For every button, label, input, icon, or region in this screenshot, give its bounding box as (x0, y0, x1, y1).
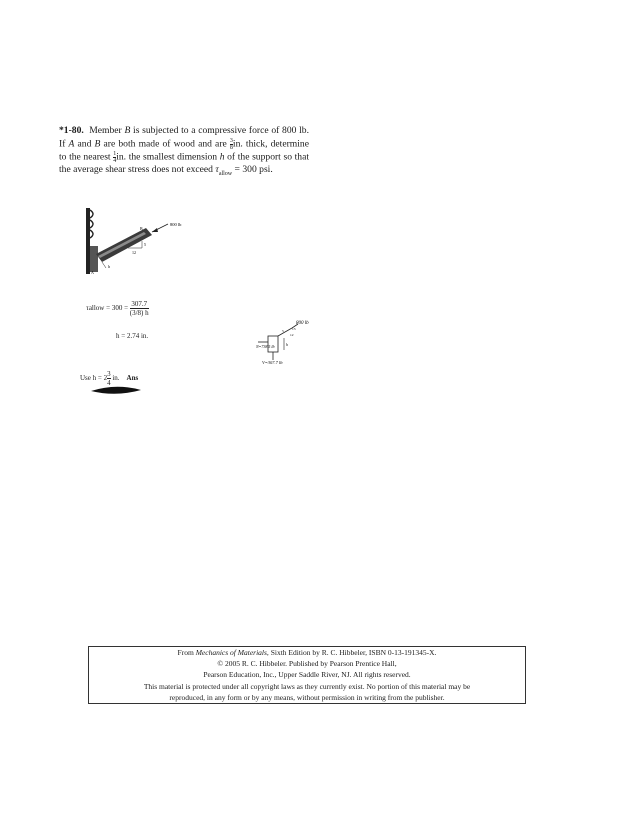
fbd-force-label: 800 lb (296, 321, 309, 326)
free-body-diagram (256, 316, 310, 366)
h-result: h = 2.74 in. (116, 332, 149, 340)
thickness-denominator: 8 (229, 144, 233, 151)
fbd-n-label: N=738.5 lb (256, 344, 275, 349)
label-a: A (91, 270, 94, 275)
problem-text-2: is subjected to a compressive force of 800 lb. If (59, 125, 309, 150)
problem-text-8: = 300 psi. (232, 164, 273, 176)
footer-line-3: Pearson Education, Inc., Upper Saddle River, NJ. All rights reserved. (203, 670, 411, 680)
allow-subscript: allow (218, 171, 233, 178)
answer-swoosh (90, 385, 142, 397)
problem-text-4: are both made of wood and are (100, 138, 230, 150)
dimension-h-line (102, 262, 106, 268)
shear-equation (86, 300, 149, 317)
wall-hatching (90, 210, 93, 238)
support-figure (84, 202, 194, 276)
footer-line-1 (89, 647, 525, 658)
answer-prefix: Use h = 2 (80, 374, 108, 383)
footer-edition: Sixth Edition by R. C. Hibbeler, ISBN 0-13-191345-X. (268, 648, 437, 657)
fbd-h-label: h (286, 342, 288, 347)
member-b-symbol-2: B (94, 138, 101, 150)
fbd-ratio-5: 5 (282, 329, 284, 333)
thickness-numerator: 3 (229, 137, 233, 144)
label-h: h (108, 264, 110, 269)
ans-label: Ans (126, 374, 139, 383)
problem-text-6: in. the smallest dimension (116, 151, 220, 163)
answer-denominator: 4 (107, 379, 111, 387)
equation-numerator: 307.7 (131, 300, 148, 308)
footer-line-2: © 2005 R. C. Hibbeler. Published by Pearson Prentice Hall, (217, 659, 397, 669)
problem-text-3: and (74, 138, 95, 150)
problem-number: *1-80. (59, 125, 84, 136)
wall (86, 208, 90, 274)
problem-text-1: Member (89, 125, 125, 136)
equation-fraction (130, 300, 149, 317)
slope-5: 5 (144, 242, 146, 247)
fbd-ratio-12: 12 (290, 333, 294, 337)
equation-lhs: τallow = 300 = (86, 304, 129, 313)
fbd-v-label: V=307.7 lb (262, 360, 283, 365)
problem-statement (59, 125, 309, 181)
tau-symbol: τ (215, 164, 219, 176)
answer-unit: in. (112, 374, 120, 383)
footer-book-title: Mechanics of Materials, (195, 648, 269, 657)
fbd-ratio-13: 13 (292, 327, 296, 331)
rounding-numerator: 1 (113, 150, 117, 157)
swoosh-shape (91, 387, 141, 394)
member-b-symbol: B (124, 125, 131, 136)
rounding-denominator: 4 (113, 157, 117, 164)
member-a-symbol: A (68, 138, 75, 150)
dimension-h-symbol: h (219, 151, 225, 163)
member-b-grain (98, 232, 146, 258)
support-a (90, 246, 98, 272)
footer-from: From (177, 648, 196, 657)
problem-text-5: in. thick, determine to the nearest (59, 138, 309, 163)
label-b: B (140, 226, 143, 231)
problem-text-7: of the support so that the average shear stress does not exceed (59, 151, 310, 176)
slope-12: 12 (132, 250, 136, 255)
footer-line-5: reproduced, in any form or by any means, without permission in writing from the publisher. (169, 692, 445, 702)
equation-denominator: (3/8) h (129, 309, 149, 317)
copyright-box (88, 646, 526, 704)
force-label: 800 lb (170, 222, 182, 227)
force-arrowhead (152, 228, 158, 232)
footer-line-4: This material is protected under all copyright laws as they currently exist. No portion of this material may be (143, 681, 471, 691)
answer-numerator: 3 (107, 370, 111, 378)
